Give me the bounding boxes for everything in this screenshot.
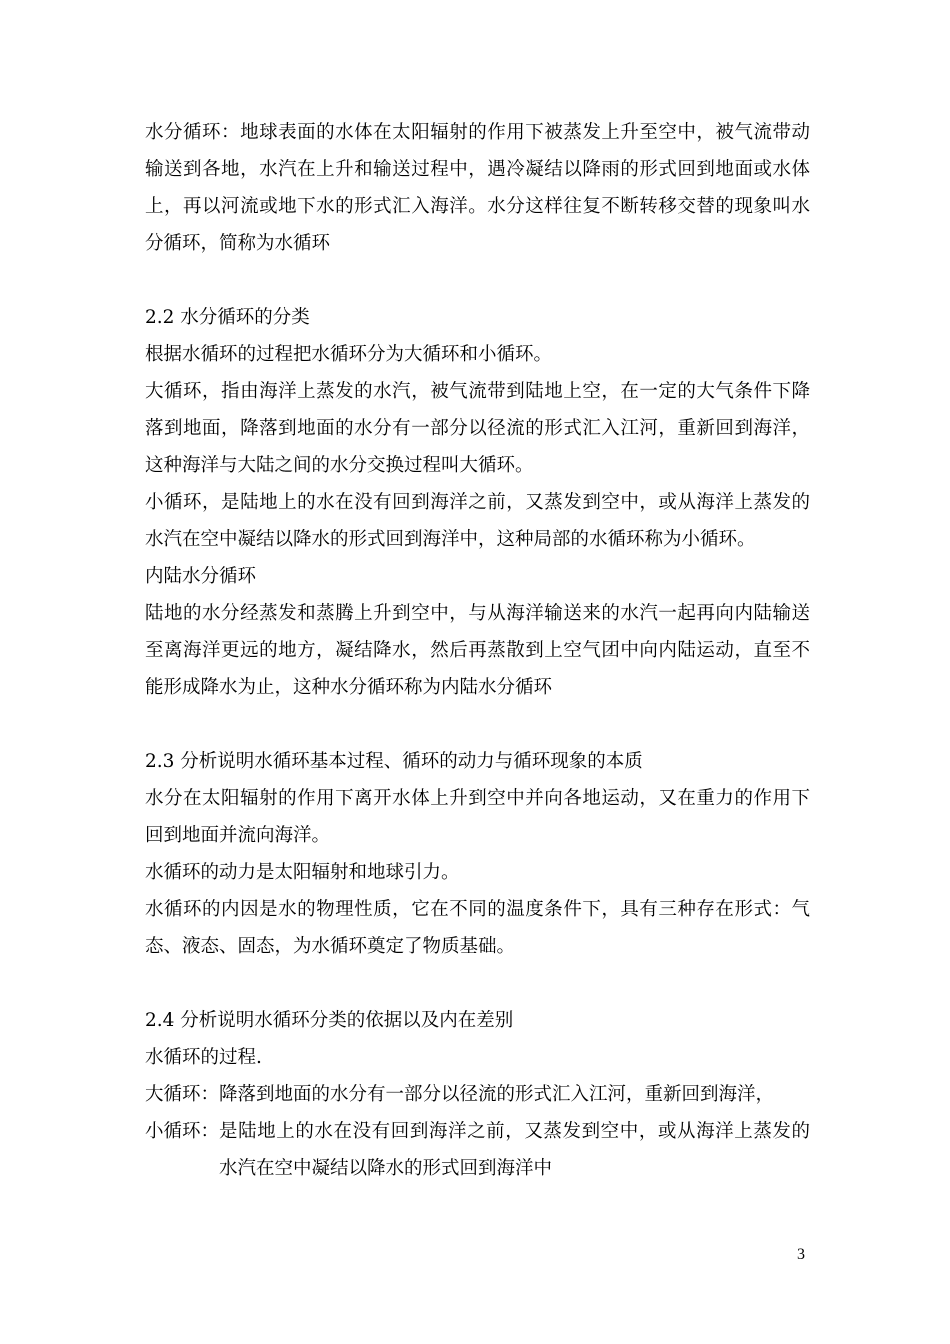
spacer [145, 706, 810, 743]
document-page [145, 114, 810, 1187]
section-2-3-p2: 水循环的动力是太阳辐射和地球引力。 [145, 862, 460, 883]
section-2-4-heading: 2.4 分析说明水循环分类的依据以及内在差别 [145, 1010, 514, 1031]
list-item-term: 大循环： [145, 1084, 220, 1105]
intro-paragraph [145, 114, 810, 262]
spacer [145, 965, 810, 1002]
list-item-definition: 是陆地上的水在没有回到海洋之前，又蒸发到空中，或从海洋上蒸发的水汽在空中凝结以降水的形式回到海洋中 [219, 1121, 810, 1179]
section-2-3-body [145, 780, 810, 965]
list-item-definition: 降落到地面的水分有一部分以径流的形式汇入江河，重新回到海洋， [219, 1084, 775, 1105]
list-item-term: 小循环： [145, 1121, 220, 1142]
section-2-2-p2: 大循环，指由海洋上蒸发的水汽，被气流带到陆地上空，在一定的大气条件下降落到地面，降落到地面的水分有一部分以径流的形式汇入江河，重新回到海洋，这种海洋与大陆之间的水分交换过程叫大循环。 [145, 381, 810, 476]
intro-text: 水分循环：地球表面的水体在太阳辐射的作用下被蒸发上升至空中，被气流带动输送到各地，水汽在上升和输送过程中，遇冷凝结以降雨的形式回到地面或水体上，再以河流或地下水的形式汇入海洋。水分这样往复不断转移交替的现象叫水分循环，简称为水循环 [145, 122, 810, 254]
section-2-3-p1: 水分在太阳辐射的作用下离开水体上升到空中并向各地运动，又在重力的作用下回到地面并流向海洋。 [145, 788, 810, 846]
section-2-4-body [145, 1039, 810, 1076]
section-2-2-p1: 根据水循环的过程把水循环分为大循环和小循环。 [145, 344, 553, 365]
section-2-2-heading: 2.2 水分循环的分类 [145, 307, 310, 328]
page-number: 3 [797, 1246, 805, 1263]
section-2-2-p3: 小循环，是陆地上的水在没有回到海洋之前，又蒸发到空中，或从海洋上蒸发的水汽在空中凝结以降水的形式回到海洋中，这种局部的水循环称为小循环。 [145, 492, 810, 550]
section-2-3-p3: 水循环的内因是水的物理性质，它在不同的温度条件下，具有三种存在形式：气态、液态、固态，为水循环奠定了物质基础。 [145, 899, 810, 957]
list-item-big-cycle [145, 1076, 810, 1113]
section-2-4-p1: 水循环的过程. [145, 1047, 262, 1068]
list-item-small-cycle [145, 1113, 810, 1187]
section-2-2-body [145, 336, 810, 706]
section-2-2-p4: 陆地的水分经蒸发和蒸腾上升到空中，与从海洋输送来的水汽一起再向内陆输送至离海洋更远的地方，凝结降水，然后再蒸散到上空气团中向内陆运动，直至不能形成降水为止，这种水分循环称为内陆水分循环 [145, 603, 810, 698]
section-2-2-subheading: 内陆水分循环 [145, 566, 257, 587]
spacer [145, 262, 810, 299]
section-2-3-heading: 2.3 分析说明水循环基本过程、循环的动力与循环现象的本质 [145, 751, 643, 772]
